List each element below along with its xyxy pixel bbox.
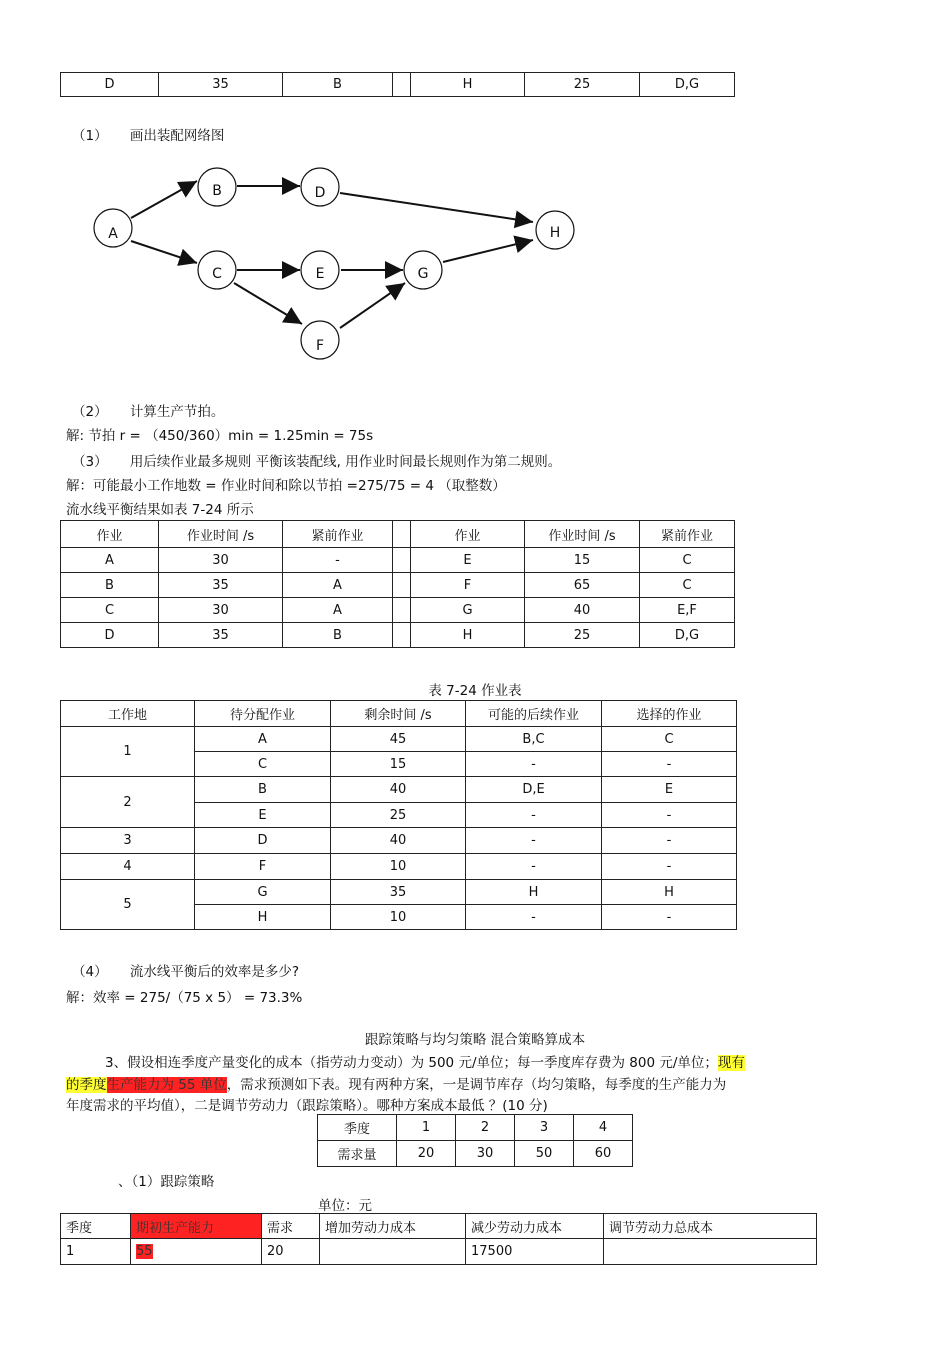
table-cell: 35 [331,880,466,905]
table-cell: C [640,548,735,573]
edge-A-C [131,241,197,263]
station-cell: 2 [61,777,195,828]
table-cell: 25 [331,803,466,828]
table-cell: - [602,803,737,828]
node-label: H [549,225,561,241]
table-cell: B,C [466,727,602,752]
node-label: B [212,183,222,199]
node-label: A [108,226,118,242]
top-cell: D [61,73,159,97]
table-cell: A [283,598,393,623]
table-row [318,1141,633,1167]
table-cell: 45 [331,727,466,752]
table-cell [393,573,411,598]
node-label: E [315,266,325,282]
table-header: 2 [456,1115,515,1141]
table-row [61,1239,817,1265]
table-header: 可能的后续作业 [466,701,602,727]
edge-A-B [131,181,197,218]
table-cell: - [602,828,737,854]
table-cell: 10 [331,905,466,930]
table-cell: E,F [640,598,735,623]
table-cell: - [466,752,602,777]
problem-line-3: 年度需求的平均值），二是调节劳动力（跟踪策略）。哪种方案成本最低 ？(10 分) [66,1098,548,1114]
table-cell: 30 [159,548,283,573]
table-cell: B [61,573,159,598]
demand-table [317,1114,633,1167]
question-number: （3） [72,454,108,470]
workstation-table [60,700,737,930]
question-text: 计算生产节拍。 [129,404,225,420]
solution-2: 解: 节拍 r = （450/360）min = 1.25min = 75s [66,428,374,444]
edge-C-F [234,283,302,324]
table-caption: 表 7-24 作业表 [428,683,522,699]
station-cell: 5 [61,880,195,930]
table-cell: C [195,752,331,777]
unit-label: 单位：元 [318,1198,372,1214]
table-cell: H [602,880,737,905]
table-cell: 20 [397,1141,456,1167]
table-header: 待分配作业 [195,701,331,727]
assembly-network-diagram [0,0,950,380]
table-header: 季度 [61,1214,131,1239]
table-cell [393,623,411,648]
question-text: 流水线平衡后的效率是多少? [129,964,300,980]
table-cell: 40 [525,598,640,623]
top-cell: 25 [525,73,640,97]
table-header: 期初生产能力 [131,1214,262,1239]
table-cell: A [61,548,159,573]
task-table [60,520,735,648]
question-4 [72,960,299,980]
table-cell: D [195,828,331,854]
table-cell: C [61,598,159,623]
table-cell: G [195,880,331,905]
table-cell: H [195,905,331,930]
table-row [61,623,735,648]
table-cell: G [411,598,525,623]
node-label: D [314,185,326,201]
table-cell: - [466,905,602,930]
table-cell: - [466,828,602,854]
table-cell: 35 [159,573,283,598]
table-row [61,854,737,880]
problem-line-2 [66,1073,726,1093]
problem-line-1 [105,1051,745,1071]
edge-D-H [340,193,533,222]
table-cell: 30 [456,1141,515,1167]
question-number: （1） [72,128,108,144]
table-cell: - [466,854,602,880]
solution-3: 解：可能最小工作地数 = 作业时间和除以节拍 =275/75 = 4 （取整数） [66,478,506,494]
track-strategy-label: 、（1）跟踪策略 [118,1174,215,1190]
station-cell: 1 [61,727,195,777]
node-label: F [315,338,325,354]
table-header: 季度 [318,1115,397,1141]
table-header: 需求 [262,1214,320,1239]
table-row [61,598,735,623]
table-cell: A [283,573,393,598]
table-header: 1 [397,1115,456,1141]
table-row [61,777,737,803]
table-header: 作业时间 /s [159,521,283,548]
edge-F-G [340,283,405,328]
question-text: 画出装配网络图 [129,128,225,144]
table-header: 作业时间 /s [525,521,640,548]
table-header: 3 [515,1115,574,1141]
table-header: 减少劳动力成本 [466,1214,604,1239]
problem-text: ，需求预测如下表。现有两种方案，一是调节库存（均匀策略，每季度的生产能力为 [226,1077,727,1093]
highlight-text: 的季度 [66,1077,107,1093]
table-cell: 30 [159,598,283,623]
table-cell: 40 [331,828,466,854]
table-cell: 20 [262,1239,320,1265]
highlight-text: 生产能力为 55 单位 [106,1077,227,1093]
top-cell: H [411,73,525,97]
table-header: 选择的作业 [602,701,737,727]
table-cell: H [411,623,525,648]
table-cell: D [61,623,159,648]
table-cell: - [466,803,602,828]
table-cell: C [602,727,737,752]
table-cell: 25 [525,623,640,648]
table-cell: 35 [159,623,283,648]
table-header: 剩余时间 /s [331,701,466,727]
table-cell: 50 [515,1141,574,1167]
node-label: G [417,266,429,282]
table-cell: D,E [466,777,602,803]
table-header [393,521,411,548]
edge-G-H [443,240,533,262]
table-header: 紧前作业 [640,521,735,548]
problem-text: 3、假设相连季度产量变化的成本（指劳动力变动）为 500 元/单位；每一季度库存费为 800 元/单位； [105,1055,718,1071]
top-cell: D,G [640,73,735,97]
table-cell: 40 [331,777,466,803]
table-header: 增加劳动力成本 [320,1214,466,1239]
track-strategy-table [60,1213,817,1265]
table-header: 作业 [61,521,159,548]
table-cell: F [195,854,331,880]
table-row [61,880,737,905]
table-cell: A [195,727,331,752]
table-cell [320,1239,466,1265]
table-cell: 65 [525,573,640,598]
table-header: 调节劳动力总成本 [604,1214,817,1239]
table-cell: - [283,548,393,573]
result-note: 流水线平衡结果如表 7-24 所示 [66,502,254,518]
table-cell [393,598,411,623]
table-cell: B [195,777,331,803]
table-cell: 1 [61,1239,131,1265]
table-cell: F [411,573,525,598]
question-2 [72,400,224,420]
station-cell: 3 [61,828,195,854]
station-cell: 4 [61,854,195,880]
table-cell: E [411,548,525,573]
table-cell: 17500 [466,1239,604,1265]
table-header: 作业 [411,521,525,548]
question-number: （4） [72,964,108,980]
table-row [61,727,737,752]
table-cell: E [602,777,737,803]
table-cell: H [466,880,602,905]
section-title: 跟踪策略与均匀策略 混合策略算成本 [364,1032,586,1048]
table-cell: 需求量 [318,1141,397,1167]
table-cell: - [602,752,737,777]
solution-4: 解：效率 = 275/（75 x 5） = 73.3% [66,990,303,1006]
table-header: 4 [574,1115,633,1141]
table-row [61,548,735,573]
table-cell: C [640,573,735,598]
table-cell: D,G [640,623,735,648]
table-cell [393,548,411,573]
table-cell: - [602,854,737,880]
table-row [61,828,737,854]
table-cell: 10 [331,854,466,880]
table-cell [604,1239,817,1265]
table-row [61,573,735,598]
question-3 [72,450,561,470]
node-label: C [212,266,222,282]
question-number: （2） [72,404,108,420]
table-cell: 15 [525,548,640,573]
top-cell: 35 [159,73,283,97]
table-cell: 60 [574,1141,633,1167]
table-cell: B [283,623,393,648]
table-cell: - [602,905,737,930]
question-text: 用后续作业最多规则 平衡该装配线, 用作业时间最长规则作为第二规则。 [129,454,562,470]
highlight-text: 现有 [717,1055,745,1071]
table-header: 紧前作业 [283,521,393,548]
table-cell: 15 [331,752,466,777]
table-cell [131,1239,262,1265]
highlight-text: 55 [136,1244,153,1259]
table-header: 工作地 [61,701,195,727]
top-cell: B [283,73,393,97]
table-cell: E [195,803,331,828]
